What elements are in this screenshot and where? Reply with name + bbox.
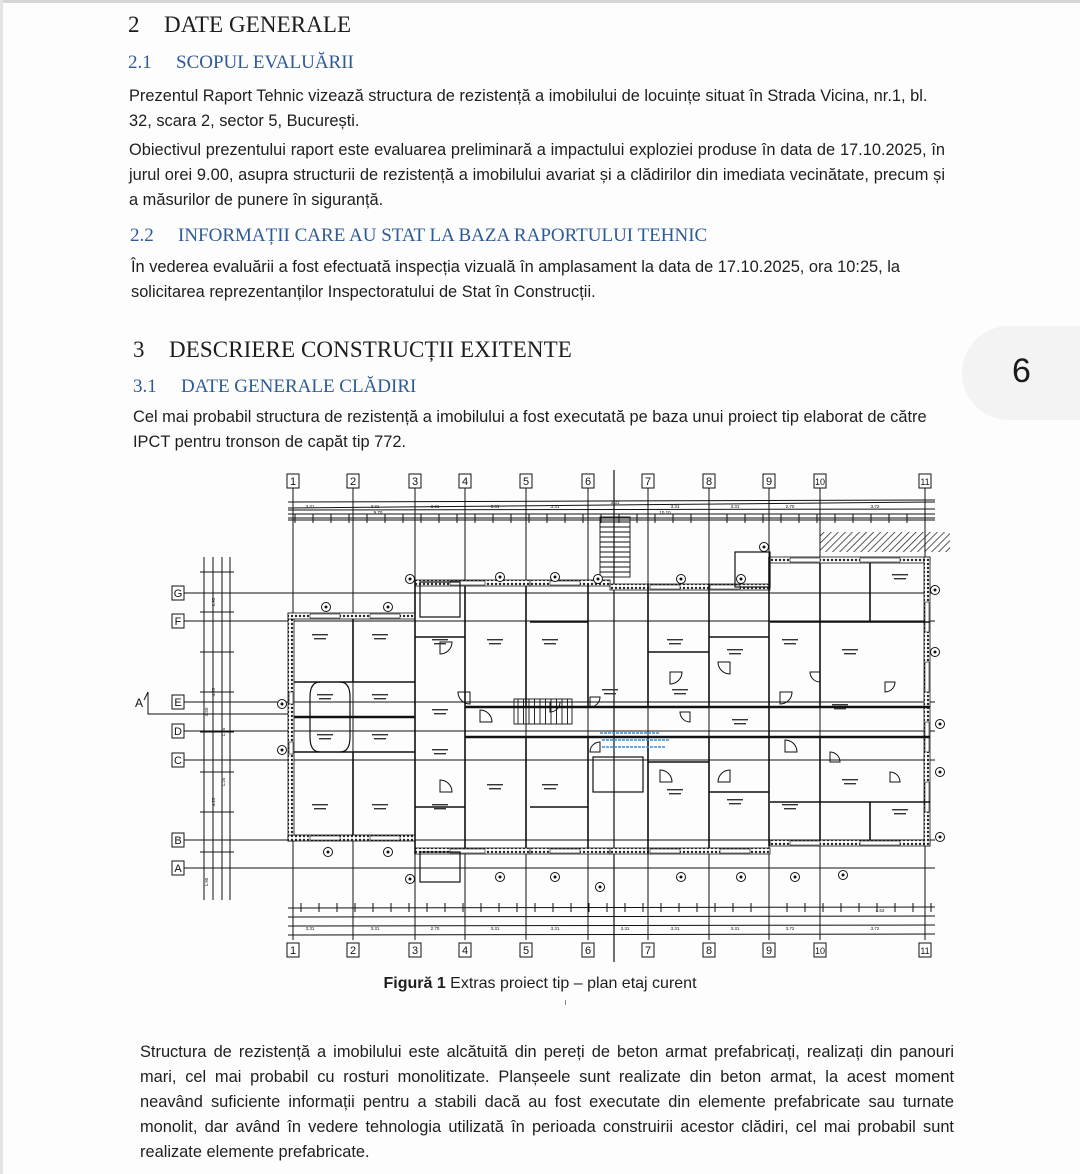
svg-text:3.31: 3.31 <box>620 926 630 931</box>
section-number: 2 <box>128 12 140 37</box>
svg-text:3.31: 3.31 <box>490 926 500 931</box>
svg-text:8: 8 <box>705 476 713 488</box>
paragraph-scope: Prezentul Raport Tehnic vizează structura de rezistență a imobilului de locuințe situat în Strada Vicina, nr.1, bl. 32, scara 2, sector 5, București. <box>129 87 928 130</box>
figure-caption-label: Figură 1 <box>383 975 446 992</box>
page-top-edge <box>0 0 1080 3</box>
subsection-title: DATE GENERALE CLĂDIRI <box>181 376 417 397</box>
svg-text:3.31: 3.31 <box>670 504 680 509</box>
svg-text:9.70: 9.70 <box>373 510 383 515</box>
svg-text:1.95: 1.95 <box>211 597 216 607</box>
subsection-number: 2.2 <box>130 225 154 246</box>
svg-text:1: 1 <box>289 476 297 488</box>
svg-text:3.31: 3.31 <box>610 500 620 505</box>
svg-text:3.31: 3.31 <box>305 926 315 931</box>
section-heading-2 <box>128 12 351 38</box>
floor-plan-figure <box>130 462 950 967</box>
subsection-title: INFORMAȚII CARE AU STAT LA BAZA RAPORTULUI TEHNIC <box>178 225 708 246</box>
section-title: DATE GENERALE <box>164 12 352 37</box>
subsection-heading-2-1 <box>128 52 354 74</box>
svg-text:2.70: 2.70 <box>430 926 440 931</box>
svg-text:A: A <box>174 863 182 875</box>
svg-text:3.72: 3.72 <box>870 504 880 509</box>
svg-text:10: 10 <box>814 946 826 956</box>
svg-text:1.95: 1.95 <box>204 877 209 887</box>
svg-text:3.31: 3.31 <box>730 504 740 509</box>
subsection-number: 2.1 <box>128 52 152 73</box>
svg-text:10: 10 <box>814 477 826 487</box>
svg-text:A: A <box>135 696 144 710</box>
svg-text:9: 9 <box>765 476 773 488</box>
page-left-edge <box>0 0 3 1174</box>
svg-text:3.31: 3.31 <box>370 504 380 509</box>
svg-text:5: 5 <box>522 945 530 957</box>
svg-text:4: 4 <box>461 945 469 957</box>
svg-text:C: C <box>174 755 182 767</box>
svg-text:7: 7 <box>644 945 652 957</box>
svg-text:1.25: 1.25 <box>221 727 226 737</box>
svg-text:7: 7 <box>644 476 652 488</box>
subsection-title: SCOPUL EVALUĂRII <box>176 52 354 73</box>
paragraph-objective: Obiectivul prezentului raport este evaluarea preliminară a impactului exploziei produse în data de 17.10.2025, în jurul orei 9.00, asupra structurii de rezistență a imobilului avariat și a clădirilor din imediata vecinătate, precum și a măsurilor de punere în siguranță. <box>129 141 945 209</box>
scan-mark <box>565 1000 566 1005</box>
svg-text:F: F <box>174 616 182 628</box>
section-number: 3 <box>133 337 145 362</box>
svg-text:3.31: 3.31 <box>550 926 560 931</box>
section-heading-3 <box>133 337 572 363</box>
svg-text:4: 4 <box>461 476 469 488</box>
svg-text:2.70: 2.70 <box>785 504 795 509</box>
svg-text:4.53: 4.53 <box>875 908 885 913</box>
svg-text:3.50: 3.50 <box>204 707 209 717</box>
svg-text:G: G <box>173 588 183 600</box>
svg-text:D: D <box>174 726 182 738</box>
paragraph-inspection: În vederea evaluării a fost efectuată inspecția vizuală în amplasament la data de 17.10.2025, ora 10:25, la solicitarea reprezentanților Inspectoratului de Stat în Construcții. <box>131 258 901 301</box>
svg-text:11: 11 <box>920 477 930 487</box>
svg-text:3: 3 <box>411 476 419 488</box>
floor-plan-drawing <box>130 462 950 967</box>
svg-text:5: 5 <box>522 476 530 488</box>
svg-text:1.25: 1.25 <box>221 777 226 787</box>
subsection-number: 3.1 <box>133 376 157 397</box>
figure-caption <box>0 975 1080 993</box>
svg-text:4.25: 4.25 <box>211 687 216 697</box>
svg-text:8: 8 <box>705 945 713 957</box>
svg-text:3.31: 3.31 <box>370 926 380 931</box>
svg-text:3.31: 3.31 <box>730 926 740 931</box>
svg-text:3.31: 3.31 <box>550 504 560 509</box>
svg-text:6: 6 <box>584 476 592 488</box>
paragraph-building-data: Cel mai probabil structura de rezistență a imobilului a fost executată pe baza unui proiect tip elaborat de către IPCT pentru tronson de capăt tip 772. <box>133 408 927 451</box>
svg-text:3.72: 3.72 <box>870 926 880 931</box>
svg-text:6: 6 <box>584 945 592 957</box>
svg-text:3.31: 3.31 <box>430 504 440 509</box>
svg-text:2: 2 <box>349 476 357 488</box>
svg-text:11: 11 <box>920 946 930 956</box>
svg-text:3.72: 3.72 <box>785 926 795 931</box>
svg-text:3.31: 3.31 <box>305 504 315 509</box>
svg-text:E: E <box>174 697 182 709</box>
svg-text:B: B <box>174 835 182 847</box>
svg-text:1: 1 <box>289 945 297 957</box>
section-title: DESCRIERE CONSTRUCȚII EXITENTE <box>169 337 572 362</box>
svg-text:2: 2 <box>349 945 357 957</box>
page-number: 6 <box>1012 352 1031 390</box>
svg-text:3.31: 3.31 <box>490 504 500 509</box>
figure-caption-text: Extras proiect tip – plan etaj curent <box>445 975 697 992</box>
svg-text:10.10: 10.10 <box>659 510 671 515</box>
svg-text:4.25: 4.25 <box>211 797 216 807</box>
svg-text:3: 3 <box>411 945 419 957</box>
subsection-heading-2-2 <box>130 225 707 247</box>
svg-text:3.31: 3.31 <box>670 926 680 931</box>
paragraph-structure: Structura de rezistență a imobilului este alcătuită din pereți de beton armat prefabricați, realizați din panouri mari, cel mai probabil cu rosturi monolitizate. Planșeele sunt realizate din beton armat, la acest moment neavând suficiente informații pentru a stabili dacă au fost executate din elemente prefabricate sau turnate monolit, dar având în vedere tehnologia utilizată în perioada construirii acestor clădiri, cel mai probabil sunt realizate elemente prefabricate. <box>140 1043 954 1161</box>
svg-text:9: 9 <box>765 945 773 957</box>
subsection-heading-3-1 <box>133 376 416 398</box>
